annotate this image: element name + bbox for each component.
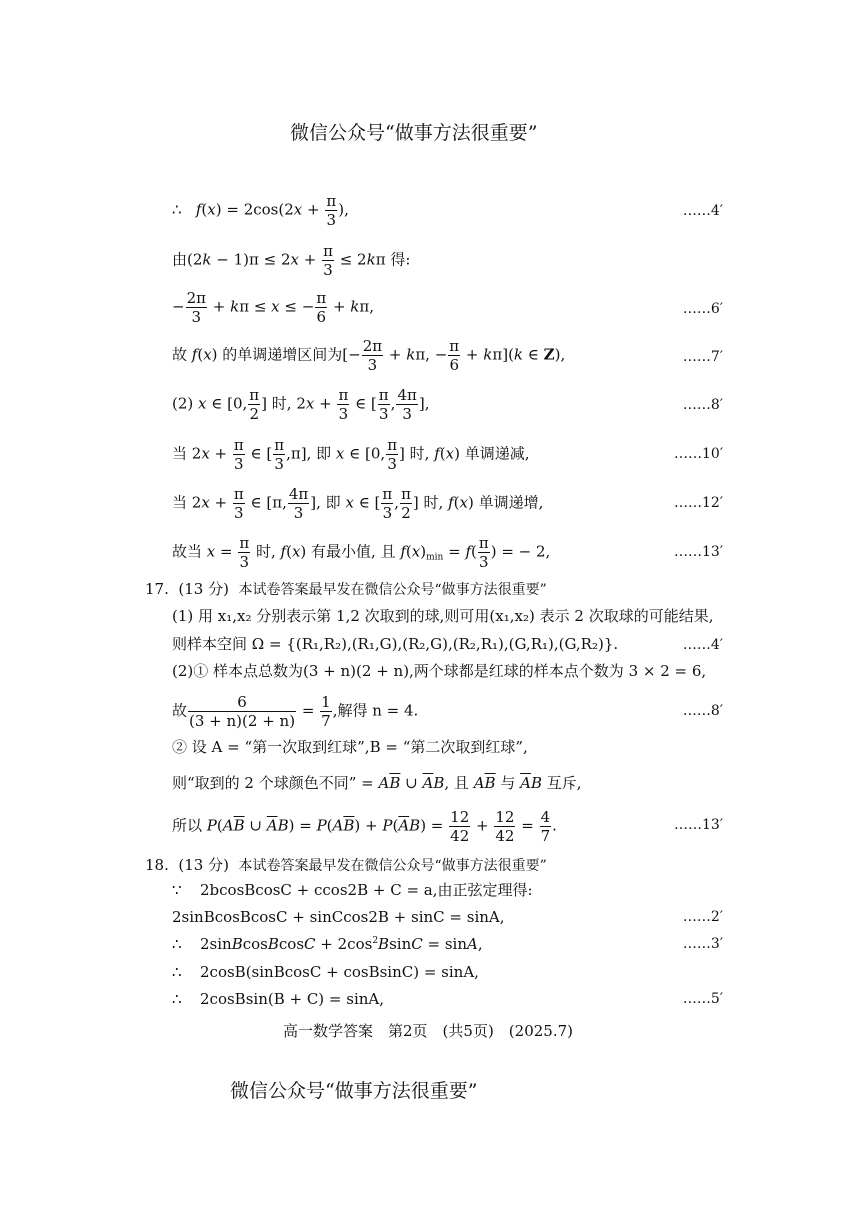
therefore-symbol: ∴ (172, 990, 182, 1008)
fraction: $\frac{4\pi}{3}$ (397, 386, 417, 423)
q18-line-4: 2cosB(sinBcosC + cosBsinC) = sinA, (200, 963, 479, 981)
fraction: $\frac{2\pi}{3}$ (186, 289, 206, 326)
solution-line-range: − $\frac{2\pi}{3}$ + kπ ≤ x ≤ − $\frac{\pi}{6}$ + kπ, (172, 289, 375, 326)
fraction: $\frac{\pi}{2}$ (249, 386, 260, 423)
fraction: $\frac{\pi}{3}$ (338, 386, 349, 423)
fraction: $\frac{12}{42}$ (495, 808, 515, 845)
fraction: $\frac{\pi}{2}$ (401, 485, 411, 522)
therefore-symbol: ∴ (172, 935, 182, 953)
score-mark: ……3′ (682, 936, 723, 952)
score-mark: ……10′ (674, 446, 723, 462)
fraction: $\frac{\pi}{3}$ (326, 192, 337, 229)
solution-line-increasing-interval: 故 f(x) 的单调递增区间为[− $\frac{2\pi}{3}$ + kπ, − $\frac{\pi}{6}$ + kπ](k ∈ Z), (172, 337, 566, 374)
score-mark: ……4′ (682, 637, 723, 653)
fraction: $\frac{\pi}{3}$ (382, 485, 393, 522)
solution-line-inequality: 由(2k − 1)π ≤ 2x + $\frac{\pi}{3}$ ≤ 2kπ 得: (172, 242, 411, 279)
fraction: $\frac{\pi}{3}$ (323, 242, 333, 279)
q17-line-3: (2)① 样本点总数为(3 + n)(2 + n),两个球都是红球的样本点个数为 3 × 2 = 6, (172, 662, 707, 680)
fraction: $\frac{\pi}{6}$ (316, 289, 327, 326)
q18-line-3: 2sinBcosBcosC + $2\cos^2BsinC = \sin A$, (200, 935, 483, 953)
question-note: 本试卷答案最早发在微信公众号“做事方法很重要” (238, 858, 547, 874)
solution-line-fx: ∴ f(x) = 2cos(2x + $\frac{\pi}{3}$ ), (172, 192, 349, 229)
fraction: $\frac{2\pi}{3}$ (362, 337, 383, 374)
question-number: 17. (145, 580, 169, 598)
solution-line-increasing: 当 2x + $\frac{\pi}{3}$ ∈ [π, $\frac{4\pi}{3}$ ], 即 x ∈ [ $\frac{\pi}{3}$ , $\frac{\pi}{2}$ ] 时, f(x) 单调递增, (172, 485, 544, 522)
score-mark: ……13′ (674, 817, 723, 833)
score-mark: ……8′ (682, 703, 723, 719)
fraction: $\frac{6}{(3 + n)(2 + n)}$ (189, 693, 296, 730)
watermark-top: 微信公众号“做事方法很重要” (290, 122, 538, 144)
q18-line-2: 2sinBcosBcosC + sinCcos2B + sinC = sinA, (172, 908, 505, 926)
score-mark: ……8′ (682, 397, 723, 413)
watermark-bottom: 微信公众号“做事方法很重要” (230, 1080, 478, 1102)
q17-line-2: 则样本空间 Ω = {(R₁,R₂),(R₁,G),(R₂,G),(R₂,R₁),(G,R₁),(G,R₂)}. (172, 635, 619, 653)
fraction: $\frac{\pi}{3}$ (274, 436, 285, 473)
fraction: $\frac{1}{7}$ (321, 693, 331, 730)
score-mark: ……5′ (682, 991, 723, 1007)
therefore-symbol: ∴ (172, 963, 182, 981)
solution-line-minimum: 故当 x = $\frac{\pi}{3}$ 时, f(x) 有最小值, 且 $f(x)_{min} = f$( $\frac{\pi}{3}$ ) = − 2, (172, 534, 551, 571)
question-18-header (145, 858, 547, 873)
fraction: $\frac{4}{7}$ (540, 808, 551, 845)
score-mark: ……7′ (682, 349, 723, 365)
score-mark: ……4′ (682, 203, 723, 219)
question-number: 18. (145, 856, 169, 874)
fraction: $\frac{4\pi}{3}$ (288, 485, 309, 522)
q17-line-6: 则“取到的 2 个球颜色不同” = $A\overline{B}$ ∪ $\overline{A}B$, 且 $A\overline{B}$ 与 $\overline{A}B$ 互斥, (172, 774, 582, 792)
question-score: (13 分) (178, 856, 229, 874)
question-score: (13 分) (178, 580, 229, 598)
solution-line-decreasing: 当 2x + $\frac{\pi}{3}$ ∈ [ $\frac{\pi}{3}$ ,π], 即 x ∈ [0, $\frac{\pi}{3}$ ] 时, f(x) 单调递减, (172, 436, 530, 473)
fraction: $\frac{\pi}{3}$ (478, 534, 489, 571)
score-mark: ……13′ (674, 544, 723, 560)
fraction: $\frac{12}{42}$ (450, 808, 470, 845)
question-17-header (145, 582, 547, 597)
solution-line-part2: (2) x ∈ [0, $\frac{\pi}{2}$ ] 时, 2x + $\frac{\pi}{3}$ ∈ [ $\frac{\pi}{3}$ , $\frac{4\pi}{3}$ ], (172, 386, 430, 423)
fraction: $\frac{\pi}{3}$ (378, 386, 389, 423)
fraction: $\frac{\pi}{6}$ (449, 337, 460, 374)
q17-line-5: ② 设 A = “第一次取到红球”,B = “第二次取到红球”, (172, 738, 528, 756)
score-mark: ……2′ (682, 909, 723, 925)
question-note: 本试卷答案最早发在微信公众号“做事方法很重要” (238, 582, 547, 598)
q18-line-1: 2bcosBcosC + ccos2B + C = a,由正弦定理得: (200, 881, 533, 899)
page-footer: 高一数学答案 第2页 (共5页) (2025.7) (283, 1022, 573, 1040)
q17-line-7: 所以 $P(A\overline{B}$ ∪ $\overline{A}B) = P(A\overline{B}) + P(\overline{A}B)$ = $\frac{12}{42}$ + $\frac{12}{42}$ = $\frac{4}{7}$ . (172, 808, 557, 845)
q17-line-1: (1) 用 x₁,x₂ 分别表示第 1,2 次取到的球,则可用(x₁,x₂) 表示 2 次取球的可能结果, (172, 607, 714, 625)
fraction: $\frac{\pi}{3}$ (239, 534, 250, 571)
fraction: $\frac{\pi}{3}$ (387, 436, 398, 473)
score-mark: ……12′ (674, 495, 723, 511)
fraction: $\frac{\pi}{3}$ (233, 485, 244, 522)
score-mark: ……6′ (682, 301, 723, 317)
q17-line-4: 故 $\frac{6}{(3 + n)(2 + n)}$ = $\frac{1}{7}$ ,解得 n = 4. (172, 693, 419, 730)
therefore-symbol: ∴ (172, 200, 182, 219)
fraction: $\frac{\pi}{3}$ (233, 436, 244, 473)
because-symbol: ∵ (172, 881, 182, 899)
q18-line-5: 2cosBsin(B + C) = sinA, (200, 990, 385, 1008)
